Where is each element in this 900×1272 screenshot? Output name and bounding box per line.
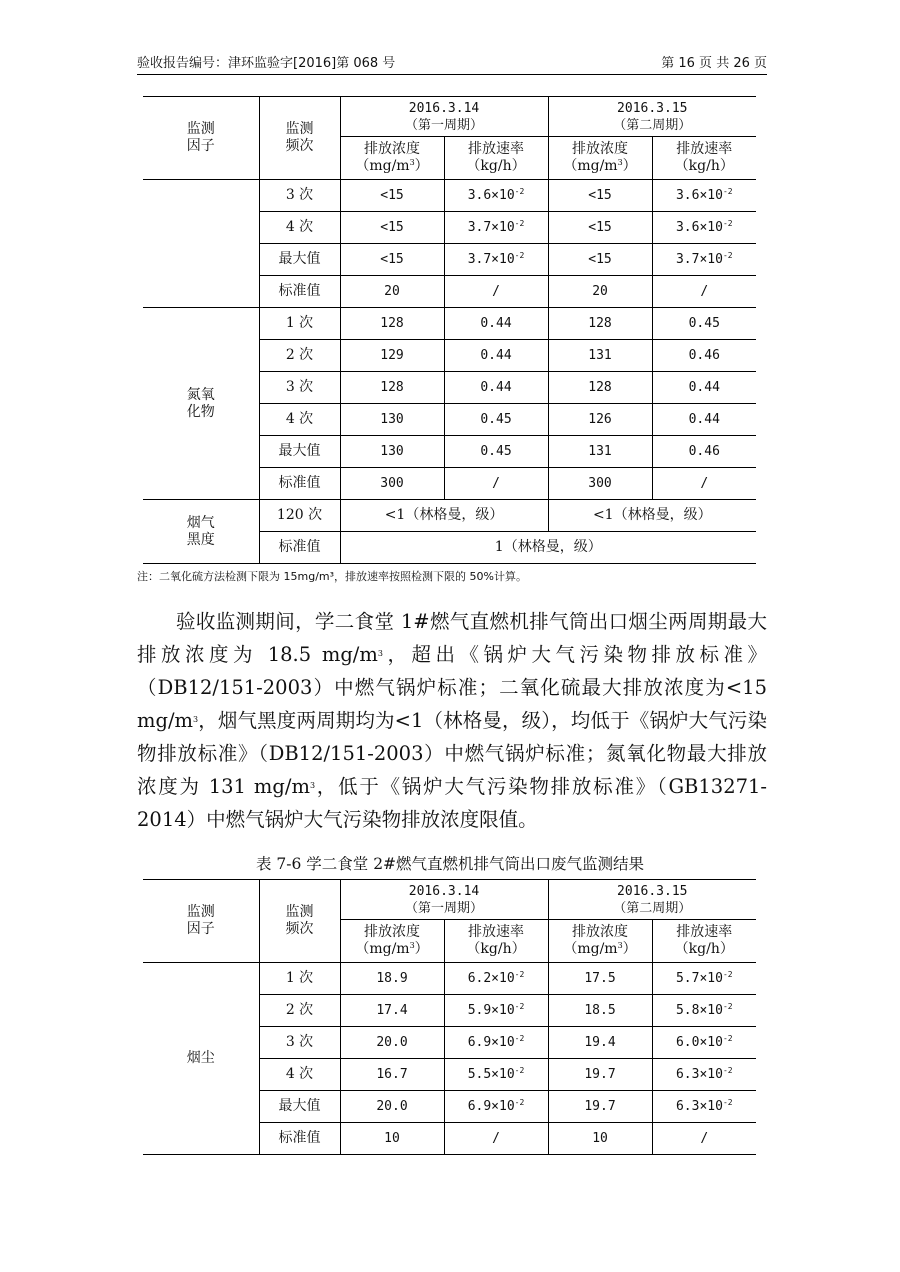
superscript: -2 — [514, 1002, 525, 1011]
cell-rate: 0.44 — [652, 404, 756, 436]
superscript: -2 — [514, 251, 525, 260]
cell-frequency: 1 次 — [259, 308, 340, 340]
cell-concentration: 300 — [340, 468, 444, 500]
superscript: -2 — [514, 970, 525, 979]
cell-rate: / — [444, 468, 548, 500]
cell-concentration: 128 — [340, 372, 444, 404]
superscript: -2 — [514, 1034, 525, 1043]
cell-concentration: 129 — [340, 340, 444, 372]
report-number: 验收报告编号：津环监验字[2016]第 068 号 — [137, 56, 396, 71]
table-caption: 表 7-6 学二食堂 2#燃气直燃机排气筒出口废气监测结果 — [255, 855, 645, 873]
cell-factor: 烟尘 — [143, 963, 259, 1155]
superscript: -2 — [722, 1034, 733, 1043]
cell-rate: $5.9\times 10^{-2}$ — [444, 995, 548, 1027]
cell-concentration: 300 — [548, 468, 652, 500]
cell-factor: 氮氧 化物 — [143, 308, 259, 500]
cell-rate: / — [652, 1123, 756, 1155]
cell-concentration: 19.4 — [548, 1027, 652, 1059]
cell-rate: 0.44 — [444, 308, 548, 340]
cell-concentration: <15 — [340, 212, 444, 244]
cell-concentration: 20 — [340, 276, 444, 308]
cell-frequency: 4 次 — [259, 212, 340, 244]
cell-frequency: 2 次 — [259, 995, 340, 1027]
col-header-period-2: 2016.3.15 （第二周期） — [548, 880, 756, 920]
cell-concentration: 126 — [548, 404, 652, 436]
table-air-monitoring-2 — [143, 879, 756, 1155]
cell-concentration: 19.7 — [548, 1059, 652, 1091]
table-air-monitoring-1 — [143, 96, 756, 564]
body-paragraph — [137, 605, 767, 836]
cell-rate: $3.6\times 10^{-2}$ — [444, 180, 548, 212]
cell-concentration: 131 — [548, 436, 652, 468]
cell-rate: 0.46 — [652, 436, 756, 468]
paragraph-text: 验收监测期间，学二食堂 1#燃气直燃机排气筒出口烟尘两周期最大排放浓度为 18.5 $mg/m^3$，超出《锅炉大气污染物排放标准》（DB12/151-2003）中燃气锅炉标准；二氧化硫最大排放浓度为<15 $mg/m^3$，烟气黑度两周期均为<1（林格曼，级），均低于《锅炉大气污染物排放标准》（DB12/151-2003）中燃气锅炉标准；氮氧化物最大排放浓度为 131 $mg/m^3$，低于《锅炉大气污染物排放标准》（GB13271-2014）中燃气锅炉大气污染物排放浓度限值。 — [137, 610, 767, 831]
cell-concentration: 18.5 — [548, 995, 652, 1027]
superscript: 3 — [409, 941, 415, 950]
cell-concentration: <15 — [340, 244, 444, 276]
superscript: -2 — [722, 1066, 733, 1075]
cell-concentration: 128 — [548, 372, 652, 404]
table-row — [143, 963, 756, 995]
cell-frequency: 120 次 — [259, 500, 340, 532]
cell-concentration: 17.4 — [340, 995, 444, 1027]
cell-rate: $5.7\times 10^{-2}$ — [652, 963, 756, 995]
col-header-concentration: 排放浓度 $(mg/m^3)$ — [548, 920, 652, 963]
cell-rate: $3.6\times 10^{-2}$ — [652, 212, 756, 244]
cell-rate: $5.8\times 10^{-2}$ — [652, 995, 756, 1027]
cell-frequency: 3 次 — [259, 180, 340, 212]
cell-rate: $6.0\times 10^{-2}$ — [652, 1027, 756, 1059]
cell-rate: 0.44 — [444, 372, 548, 404]
cell-concentration: 10 — [340, 1123, 444, 1155]
superscript: -2 — [722, 1098, 733, 1107]
superscript: -2 — [722, 1002, 733, 1011]
cell-rate: 0.45 — [444, 436, 548, 468]
cell-rate: $5.5\times 10^{-2}$ — [444, 1059, 548, 1091]
table-row — [143, 180, 756, 212]
table-note: 注：二氧化硫方法检测下限为 15mg/m³，排放速率按照检测下限的 50%计算。 — [137, 570, 527, 583]
cell-frequency: 4 次 — [259, 1059, 340, 1091]
cell-rate: / — [652, 276, 756, 308]
col-header-factor: 监测 因子 — [143, 97, 259, 180]
cell-concentration: 20.0 — [340, 1091, 444, 1123]
cell-frequency: 3 次 — [259, 1027, 340, 1059]
cell-rate: 0.45 — [652, 308, 756, 340]
superscript: 3 — [617, 941, 623, 950]
col-header-frequency: 监测 频次 — [259, 880, 340, 963]
cell-rate: $3.7\times 10^{-2}$ — [444, 212, 548, 244]
cell-frequency: 4 次 — [259, 404, 340, 436]
col-header-rate: 排放速率 （kg/h） — [444, 137, 548, 180]
cell-rate: / — [444, 1123, 548, 1155]
superscript: -2 — [514, 187, 525, 196]
cell-concentration: 18.9 — [340, 963, 444, 995]
cell-concentration: 130 — [340, 436, 444, 468]
cell-concentration: 130 — [340, 404, 444, 436]
cell-rate: $6.3\times 10^{-2}$ — [652, 1091, 756, 1123]
page-number: 第 16 页 共 26 页 — [661, 56, 767, 71]
cell-rate: 0.46 — [652, 340, 756, 372]
cell-frequency: 最大值 — [259, 1091, 340, 1123]
cell-value: <1（林格曼，级） — [548, 500, 756, 532]
cell-concentration: 128 — [548, 308, 652, 340]
cell-rate: $3.7\times 10^{-2}$ — [444, 244, 548, 276]
cell-concentration: <15 — [340, 180, 444, 212]
cell-concentration: 20.0 — [340, 1027, 444, 1059]
cell-concentration: 19.7 — [548, 1091, 652, 1123]
cell-value: 1（林格曼，级） — [340, 532, 756, 564]
cell-frequency: 标准值 — [259, 1123, 340, 1155]
cell-frequency: 标准值 — [259, 468, 340, 500]
col-header-period-1: 2016.3.14 （第一周期） — [340, 97, 548, 137]
col-header-concentration: 排放浓度 $(mg/m^3)$ — [340, 137, 444, 180]
cell-concentration: 10 — [548, 1123, 652, 1155]
cell-frequency: 1 次 — [259, 963, 340, 995]
cell-rate: 0.44 — [444, 340, 548, 372]
col-header-concentration: 排放浓度 $(mg/m^3)$ — [548, 137, 652, 180]
cell-rate: $6.3\times 10^{-2}$ — [652, 1059, 756, 1091]
cell-frequency: 最大值 — [259, 436, 340, 468]
cell-frequency: 最大值 — [259, 244, 340, 276]
superscript: 3 — [617, 158, 623, 167]
cell-frequency: 标准值 — [259, 276, 340, 308]
cell-concentration: <15 — [548, 244, 652, 276]
cell-rate: $6.2\times 10^{-2}$ — [444, 963, 548, 995]
superscript: -2 — [514, 219, 525, 228]
cell-frequency: 3 次 — [259, 372, 340, 404]
cell-rate: / — [444, 276, 548, 308]
col-header-concentration: 排放浓度 $(mg/m^3)$ — [340, 920, 444, 963]
col-header-rate: 排放速率 （kg/h） — [652, 137, 756, 180]
page-header — [137, 50, 767, 75]
cell-frequency: 2 次 — [259, 340, 340, 372]
col-header-rate: 排放速率 （kg/h） — [444, 920, 548, 963]
col-header-frequency: 监测 频次 — [259, 97, 340, 180]
superscript: -2 — [722, 219, 733, 228]
superscript: -2 — [722, 970, 733, 979]
cell-rate: $6.9\times 10^{-2}$ — [444, 1027, 548, 1059]
cell-frequency: 标准值 — [259, 532, 340, 564]
superscript: -2 — [722, 251, 733, 260]
cell-concentration: <15 — [548, 180, 652, 212]
cell-concentration: 16.7 — [340, 1059, 444, 1091]
cell-factor: 烟气 黑度 — [143, 500, 259, 564]
cell-factor — [143, 180, 259, 308]
col-header-factor: 监测 因子 — [143, 880, 259, 963]
cell-concentration: 17.5 — [548, 963, 652, 995]
col-header-rate: 排放速率 （kg/h） — [652, 920, 756, 963]
cell-rate: $6.9\times 10^{-2}$ — [444, 1091, 548, 1123]
cell-concentration: <15 — [548, 212, 652, 244]
superscript: -2 — [514, 1066, 525, 1075]
cell-concentration: 20 — [548, 276, 652, 308]
superscript: 3 — [409, 158, 415, 167]
cell-rate: $3.6\times 10^{-2}$ — [652, 180, 756, 212]
cell-value: <1（林格曼，级） — [340, 500, 548, 532]
col-header-period-1: 2016.3.14 （第一周期） — [340, 880, 548, 920]
table-row — [143, 308, 756, 340]
cell-concentration: 131 — [548, 340, 652, 372]
cell-rate: 0.44 — [652, 372, 756, 404]
superscript: -2 — [514, 1098, 525, 1107]
col-header-period-2: 2016.3.15 （第二周期） — [548, 97, 756, 137]
cell-concentration: 128 — [340, 308, 444, 340]
superscript: -2 — [722, 187, 733, 196]
cell-rate: / — [652, 468, 756, 500]
cell-rate: $3.7\times 10^{-2}$ — [652, 244, 756, 276]
cell-rate: 0.45 — [444, 404, 548, 436]
